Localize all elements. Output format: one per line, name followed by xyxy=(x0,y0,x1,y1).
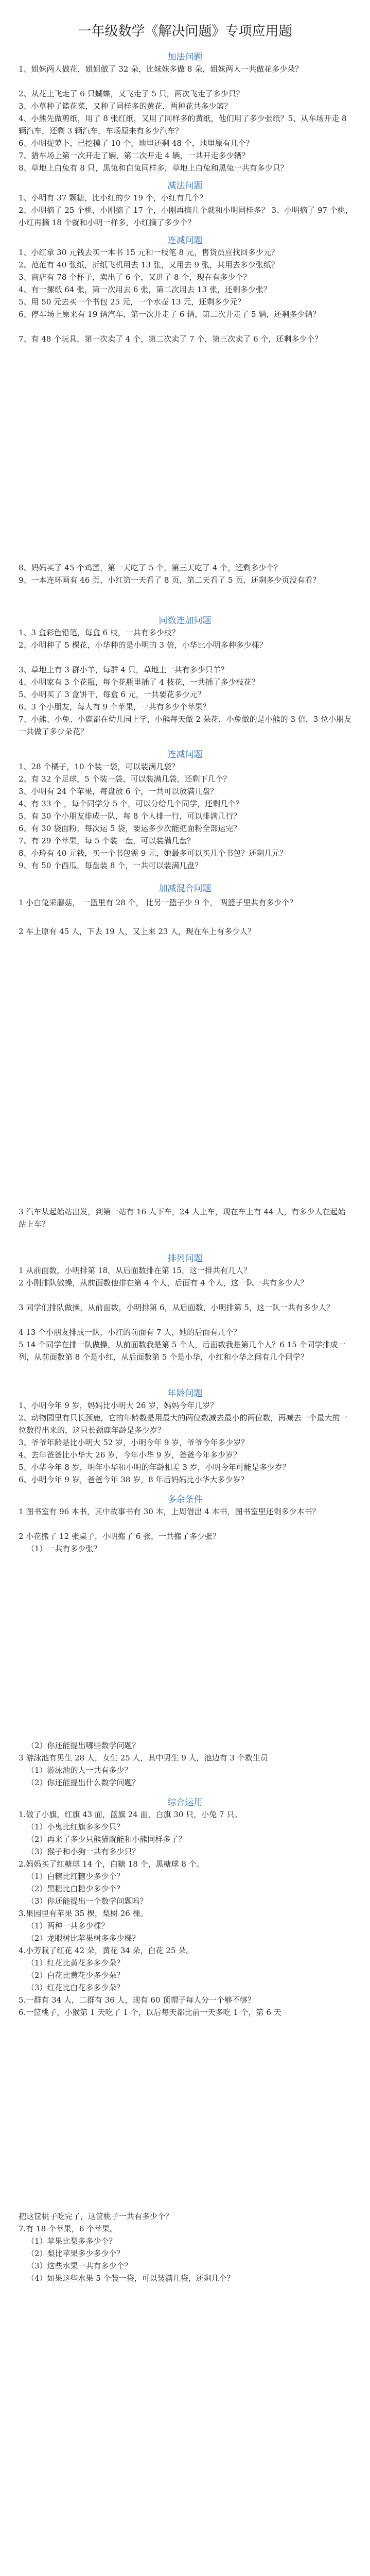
question: 2、范范有 40 张纸，折纸飞机用去 13 张，又用去 9 张，共用去多少张纸？ xyxy=(19,260,279,269)
question: 7、小熊、小兔、小鹿都在幼儿园上学，小熊每天做 2 朵花，小兔做的是小熊的 3 倍，3 位小朋友一共做了多少朵花？ xyxy=(19,715,352,736)
question: 3、商店有 78 个杯子，卖出了 6 个，又进了 8 个，现在有多少个？ xyxy=(19,273,251,282)
question: 2、有 32 个足球，5 个装一袋，可以装满几袋，还剩下几个？ xyxy=(19,774,231,784)
question: 6、停车场上原来有 19 辆汽车，第一次开走了 6 辆，第二次开走了 5 辆，还剩多少辆？ xyxy=(19,310,321,319)
section-title-mixed: 加减混合问题 xyxy=(158,884,212,894)
sub-question: （2）你还能提出哪些数学问题？ xyxy=(27,1741,140,1750)
section-title-division: 连减问题 xyxy=(167,750,203,760)
question: 5.一群有 34 人，二群有 36 人，现有 60 顶帽子每人分一个够不够？ xyxy=(19,1995,256,2005)
question: 6、小明捉萝卜，已挖摸了 10 个，地里还剩 48 个，地里原有几个？ xyxy=(19,139,254,148)
question: 9、一本连环画有 46 页，小红第一天看了 8 页，第二天看了 5 页，还剩多少页没有看？ xyxy=(19,575,321,585)
question: 6.一筐桃子，小猴第 1 天吃了 1 个，以后每天都比前一天多吃 1 个，第 6 天 xyxy=(19,2008,281,2017)
question: 2、小明种了 5 棵花，小华种的是小明的 3 倍，小华比小明多种多少棵？ xyxy=(19,640,267,650)
sub-question: （2）黑糖比白糖少多少个？ xyxy=(27,1884,125,1893)
question: 2、小明摘了 25 个桃，小刚摘了 17 个，小刚再摘几个就和小明同样多？ 3、小明摘了 97 个桃，小红再摘 18 个就和小明一样多，小红摘了多少个？ xyxy=(19,206,353,227)
question: 4、小熊先做剪纸，用了 8 张红纸，又用了同样多的黄纸，他们用了多少张纸？5、从车场开走 8 辆汽车，还剩 3 辆汽车，车场原来有多少汽车？ xyxy=(19,114,347,135)
question: 3 汽车从起始站出发，到第一站有 16 人下车，24 人上车，现在车上有 44 人，有多少人在起始站上车？ xyxy=(19,1207,346,1229)
section-title-comprehensive: 综合运用 xyxy=(167,1798,203,1808)
section-title-extra: 多余条件 xyxy=(167,1495,203,1505)
question: 1、小红拿 30 元钱去买一本书 15 元和一枝笔 8 元，售货员应找回多少元？ xyxy=(19,248,279,257)
question: 2、从花上飞走了 6 只蝴蝶，又飞走了 5 只，两次飞走了多少只？ xyxy=(19,89,244,98)
question: 3、小明有 24 个苹果，每盘放 6 个，一共可以放满几盘？ xyxy=(19,787,218,796)
question: 2、动物园里有只长颈鹿，它的年龄数是用最大的两位数减去最小的两位数，再减去一个最大的一位数得出来的，这只长颈鹿年龄是多少岁？ xyxy=(19,1413,348,1435)
question: 6、有 30 袋面粉，每次运 5 袋，要运多少次能把面粉全部运完？ xyxy=(19,824,241,833)
question: 3.果园里有苹果 35 棵，梨树 26 棵。 xyxy=(19,1909,148,1918)
question: 4.小芳栽了红花 42 朵，黄花 34 朵，白花 25 朵。 xyxy=(19,1946,194,1955)
question: 4、有一摞纸 64 张，第一次用去 6 张，第二次用去 13 张，还剩多少张？ xyxy=(19,285,271,294)
question: 7、猎车场上第一次开走了辆，第二次开走 4 辆，一共开走多少辆？ xyxy=(19,151,250,160)
sub-question: （2）龙眼树比苹果树多多少棵？ xyxy=(27,1934,140,1943)
question: 1、小明有 37 颗糖，比小红的少 19 个，小红有几个？ xyxy=(19,193,207,202)
section-title-add: 加法问题 xyxy=(167,52,203,62)
question: 4 13 个小朋友排成一队，小红的前面有 7 人，她的后面有几个？ xyxy=(19,1328,241,1337)
question: 4、有 33 个 ，每个同学分 5 个，可以分给几个同学，还剩几个？ xyxy=(19,799,244,808)
question: 7、有 29 个苹果，每 5 个装一盘，可以装满几盘？ xyxy=(19,836,195,845)
sub-question: （3）猴子和小狗一共有多少只？ xyxy=(27,1847,140,1856)
section-title-age: 年龄问题 xyxy=(167,1388,203,1399)
question: 4、小明家有 3 个花瓶，每个花瓶里插了 4 枝花，一共插了多少枝花？ xyxy=(19,677,259,687)
question: 2 车上原有 45 人，下去 19 人，又上来 23 人，现在车上有多少人？ xyxy=(19,927,256,936)
question: 5、有 30 个小朋友排成一队，每 8 个人排一行，可以排满几行？ xyxy=(19,811,241,821)
question: 8、小玲有 40 元钱，买一个书包需 9 元，她最多可以买几个书包？还剩几元？ xyxy=(19,849,288,858)
question: 1 图书室有 96 本书，其中故事书有 30 本，上周借出 4 本书，图书室里还剩多少本书？ xyxy=(19,1507,320,1516)
sub-question: （2）梨比苹果多少多少个？ xyxy=(27,2249,125,2258)
question: 1 从前面数，小明排第 18，从后面数排在第 15，这一排共有几人？ xyxy=(19,1266,252,1275)
question: 3、小草种了篮花菜，又种了同样多的黄花，两种花共多少篮？ xyxy=(19,101,232,111)
sub-question: （2）你还能提出什么数学问题？ xyxy=(27,1778,140,1787)
question: 5、用 50 元去买一个书包 25 元，一个水壶 13 元，还剩多少元？ xyxy=(19,297,245,307)
question: 1 小白兔采蘑菇， 一篮里有 28 个， 比另一篮子少 9 个， 两篮子里共有多少个？ xyxy=(19,898,297,907)
sub-question: （1）红花比黄花多多少朵？ xyxy=(27,1958,125,1968)
question-continued: 把这筐桃子吃完了，这筐桃子一共有多少个？ xyxy=(19,2212,173,2221)
sub-question: （3）红花比白花多多少朵？ xyxy=(27,1983,125,1992)
sub-question: （1）苹果比梨多多少个？ xyxy=(27,2236,117,2246)
sub-question: （3）这些水果一共有多少个？ xyxy=(27,2261,132,2270)
question: 3 同学们排队做操，从前面数，小明排第 6，从后面数，小明排第 5，这一队一共有多少人？ xyxy=(19,1303,334,1312)
question: 1.做了小旗，红旗 43 面，蓝旗 24 面，白旗 30 只，小兔 7 只。 xyxy=(19,1810,242,1819)
question: 4、去年爸爸比小华大 26 岁，今年小华 9 岁，爸爸今年多少岁？ xyxy=(19,1450,241,1460)
question: 7.有 18 个苹果，6 个苹果。 xyxy=(19,2224,118,2233)
section-title-sub2: 连减问题 xyxy=(167,235,203,246)
question: 8、草地上白兔有 8 只，黑兔和白兔同样多，草地上白兔和黑兔一共有多少只？ xyxy=(19,163,288,173)
question: 6、小明今年 9 岁，爸爸今年 38 岁，8 年后妈妈比小华大多少岁？ xyxy=(19,1475,249,1484)
question: 8、妈妈买了 45 个鸡蛋，第一天吃了 5 个，第三天吃了 4 个，还剩多少个？ xyxy=(19,563,282,572)
page-title: 一年级数学《解决问题》专项应用题 xyxy=(78,24,292,39)
question: 9、有 50 个西瓜，每盘装 8 个，一共可以装满几盘？ xyxy=(19,861,203,870)
question: 2.妈妈买了红糖球 14 个，白糖 18 个，黑糖球 8 个。 xyxy=(19,1859,204,1869)
question: 1、28 个橘子，10 个装一袋，可以装满几袋？ xyxy=(19,762,180,771)
question: 3、草地上有 3 群小羊，每群 4 只，草地上一共有多少只羊？ xyxy=(19,665,228,674)
question: 1、姐妹两人做花，姐姐做了 32 朵，比妹妹多做 8 朵，姐妹两人一共做花多少朵？ xyxy=(19,64,303,74)
section-title-sub: 减法问题 xyxy=(167,181,203,191)
sub-question: （1）游泳池的人一共有多少？ xyxy=(27,1766,132,1775)
section-title-same-add: 同数连加问题 xyxy=(158,616,212,626)
sub-question: （3）你还能提出一个数学问题吗？ xyxy=(27,1896,148,1906)
question: 5、小华今年 8 岁，明年小华和小明的年龄相差 3 岁，小明今年可能是多少岁？ xyxy=(19,1463,290,1472)
section-title-queue: 排列问题 xyxy=(167,1253,203,1264)
question: 7、有 48 个玩具，第一次卖了 4 个，第二次卖了 7 个，第三次卖了 6 个，还剩多少个？ xyxy=(19,334,323,344)
question: 2 小刚排队做操，从前面数他排在第 4 个人，后面有 4 个人，这一队一共有多少人？ xyxy=(19,1278,308,1287)
sub-question: （1）两种一共多少棵？ xyxy=(27,1921,109,1930)
question: 2 小花搬了 12 张桌子，小明搬了 6 张，一共搬了多少张？ xyxy=(19,1532,221,1541)
sub-question: （2）再来了多少只熊猫就能和小熊同样多了？ xyxy=(27,1835,186,1844)
question: 6、3 个小朋友，每人有 9 个苹果，一共有多少个苹果？ xyxy=(19,702,210,711)
question: 5 14 个同学在排一队做操，从前面数我是第 5 个人，后面数我是第几个人？6 15 个同学排成一列，从前面数第 8 个是小红，从后面数第 5 个是小华，小红和小华之间有几个同学？ xyxy=(19,1340,346,1362)
question: 1、小明今年 9 岁，妈妈比小明大 26 岁，妈妈今年几岁？ xyxy=(19,1401,218,1410)
question: 1、3 盒彩色铅笔，每盒 6 枝，一共有多少枝？ xyxy=(19,628,180,637)
sub-question: （1）一共有多少张？ xyxy=(27,1544,101,1553)
sub-question: （4）如果这些水果 5 个装一袋，可以装满几袋，还剩几个？ xyxy=(27,2274,235,2283)
sub-question: （1）小鬼比红旗多多少只？ xyxy=(27,1822,125,1832)
question: 3、爷爷年龄是比小明大 52 岁，小明今年 9 岁，爷爷今年多少岁？ xyxy=(19,1438,249,1447)
sub-question: （1）白糖比红糖少多少个？ xyxy=(27,1872,125,1881)
question: 3 游泳池有男生 28 人，女生 25 人，其中男生 9 人，池边有 3 个救生员 xyxy=(19,1753,268,1762)
question: 5、小明买了 3 盒饼干，每盒 6 元，一共要花多少元？ xyxy=(19,690,205,699)
sub-question: （2）白花比黄花少多少朵？ xyxy=(27,1971,125,1980)
